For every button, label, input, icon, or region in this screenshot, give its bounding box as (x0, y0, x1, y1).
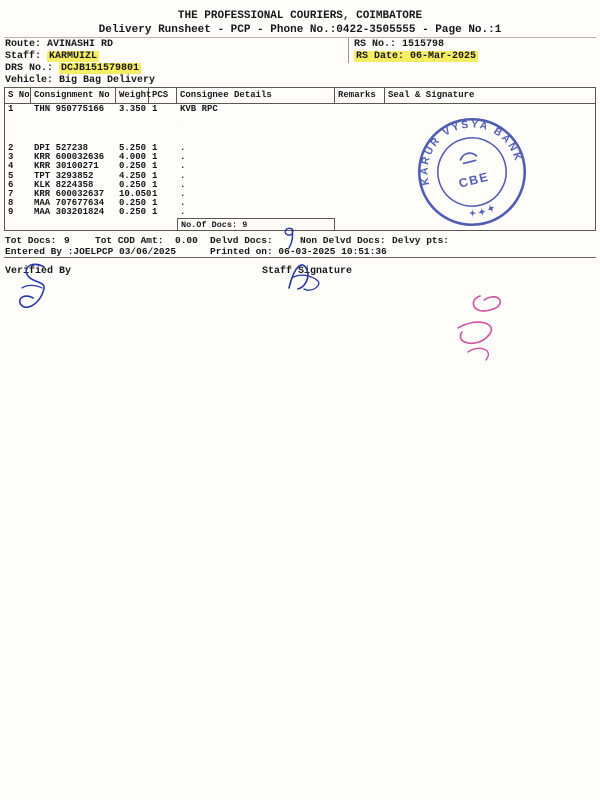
stamp-emblem-icon (459, 151, 477, 164)
staff-label: Staff: (5, 51, 42, 62)
handwritten-delvd-value: 9 (181, 125, 182, 126)
stamp-branch-code: CBE (457, 169, 491, 191)
cell-consignee: . (180, 143, 186, 153)
rs-no-label: RS No.: (354, 39, 397, 50)
col-header-pcs: PCS (149, 88, 177, 103)
tot-cod-label: Tot COD Amt: (95, 235, 164, 246)
cell-pcs: 1 (152, 161, 158, 172)
cell-weight: 3.350 (119, 104, 147, 114)
cell-remarks (335, 190, 385, 199)
cell-sno: 4 (8, 161, 14, 172)
cell-weight: 5.250 (119, 143, 147, 153)
cell-remarks (335, 144, 385, 153)
printed-on: Printed on: 06-03-2025 10:51:36 (210, 246, 387, 257)
rs-date-value: 06-Mar-2025 (410, 51, 477, 62)
rs-date-line (354, 51, 478, 62)
cell-consignment: KRR 30100271 (34, 161, 99, 172)
cell-sno: 3 (8, 152, 14, 163)
cell-weight: 0.250 (119, 207, 147, 218)
delvd-docs-label: Delvd Docs: (210, 235, 273, 246)
cell-weight: 4.000 (119, 152, 147, 163)
verified-by-label: Verified By (5, 266, 72, 277)
cell-pcs: 1 (152, 152, 158, 163)
cell-consignment: MAA 707677634 (34, 198, 105, 209)
cell-consignee: . (180, 161, 186, 172)
cell-pcs: 1 (152, 198, 158, 209)
verified-by-signature-ink (12, 258, 64, 314)
cell-pcs: 1 (152, 170, 158, 181)
vehicle-value: Big Bag Delivery (59, 75, 156, 86)
col-header-consignee: Consignee Details (177, 88, 335, 103)
staff-value: KARMUIZL (49, 51, 98, 62)
runsheet-subtitle: Delivery Runsheet - PCP - Phone No.:0422-3505555 - Page No.:1 (98, 24, 502, 36)
col-header-consignment: Consignment No (31, 88, 116, 103)
cell-pcs: 1 (152, 104, 158, 114)
cell-consignment: THN 950775166 (34, 104, 105, 114)
header-divider (4, 37, 596, 38)
cell-consignment: TPT 3293852 (34, 170, 94, 181)
tot-cod-value: 0.00 (175, 235, 198, 246)
cell-consignment: DPI 527238 (34, 143, 89, 153)
vehicle-label: Vehicle: (5, 75, 54, 86)
rs-no-value: 1515798 (402, 39, 445, 50)
cell-remarks (335, 105, 385, 114)
staff-signature-label: Staff Signature (262, 266, 353, 277)
cell-remarks (335, 162, 385, 171)
cell-weight: 0.250 (119, 179, 147, 190)
cell-sno: 2 (8, 143, 14, 153)
rs-date-label: RS Date: (356, 51, 405, 62)
cell-sno: 5 (8, 170, 14, 181)
cell-weight: 4.250 (119, 170, 147, 181)
tot-docs-value: 9 (64, 235, 70, 246)
cell-consignee: . (180, 179, 186, 190)
drs-label: DRS No.: (5, 63, 54, 74)
entered-by: Entered By :JOELPCP 03/06/2025 (5, 246, 177, 257)
staff-signature-ink (282, 256, 328, 298)
cell-consignee: KVB RPC (180, 104, 218, 114)
cell-consignee: . (180, 170, 186, 181)
tot-docs-label: Tot Docs: (5, 235, 57, 246)
route-label: Route: (5, 39, 42, 50)
delvy-pts-label: Delvy pts: (392, 235, 450, 246)
cell-sno: 6 (8, 179, 14, 190)
cell-consignee: . (180, 207, 186, 218)
staff-line (5, 51, 99, 62)
non-delvd-docs-label: Non Delvd Docs: (300, 235, 386, 246)
stamp-bottom-marks: ✦ ✦ ✦ (468, 202, 497, 219)
cell-remarks (335, 208, 385, 217)
cell-pcs: 1 (152, 143, 158, 153)
cell-pcs: 1 (152, 179, 158, 190)
cell-consignment: KRR 600032636 (34, 152, 105, 163)
cell-consignment: MAA 303201824 (34, 207, 105, 218)
route-line (5, 39, 113, 50)
no-of-docs: No.Of Docs: 9 (177, 218, 335, 231)
col-header-seal: Seal & Signature (388, 90, 475, 100)
cell-consignee: . (180, 198, 186, 209)
cell-weight: 0.250 (119, 161, 147, 172)
cell-sno: 1 (8, 104, 14, 114)
rs-no-line (354, 39, 444, 50)
info-divider (348, 38, 349, 63)
cell-remarks (335, 181, 385, 190)
cell-consignee: . (180, 189, 186, 200)
cell-consignment: KLK 8224358 (34, 179, 94, 190)
cell-remarks (335, 153, 385, 162)
vehicle-line (5, 75, 155, 86)
stamp-bank-name: KARUR VYSYA BANK (419, 119, 524, 187)
cell-sno: 7 (8, 189, 14, 200)
drs-value: DCJB151579801 (61, 63, 140, 74)
cell-sno: 9 (8, 207, 14, 218)
cell-remarks (335, 172, 385, 181)
col-header-weight: Weight (116, 88, 149, 103)
pink-handwritten-mark (428, 288, 520, 368)
route-value: AVINASHI RD (47, 39, 114, 50)
col-header-sno: S No (5, 88, 31, 103)
drs-line (5, 63, 141, 74)
company-title: THE PROFESSIONAL COURIERS, COIMBATORE (177, 10, 423, 22)
cell-remarks (335, 199, 385, 208)
cell-pcs: 1 (152, 207, 158, 218)
cell-consignee: . (180, 152, 186, 163)
cell-sno: 8 (8, 198, 14, 209)
cell-consignment: KRR 600032637 (34, 189, 105, 200)
cell-weight: 10.050 (119, 189, 152, 200)
cell-weight: 0.250 (119, 198, 147, 209)
cell-pcs: 1 (152, 189, 158, 200)
col-header-remarks: Remarks (335, 88, 385, 103)
